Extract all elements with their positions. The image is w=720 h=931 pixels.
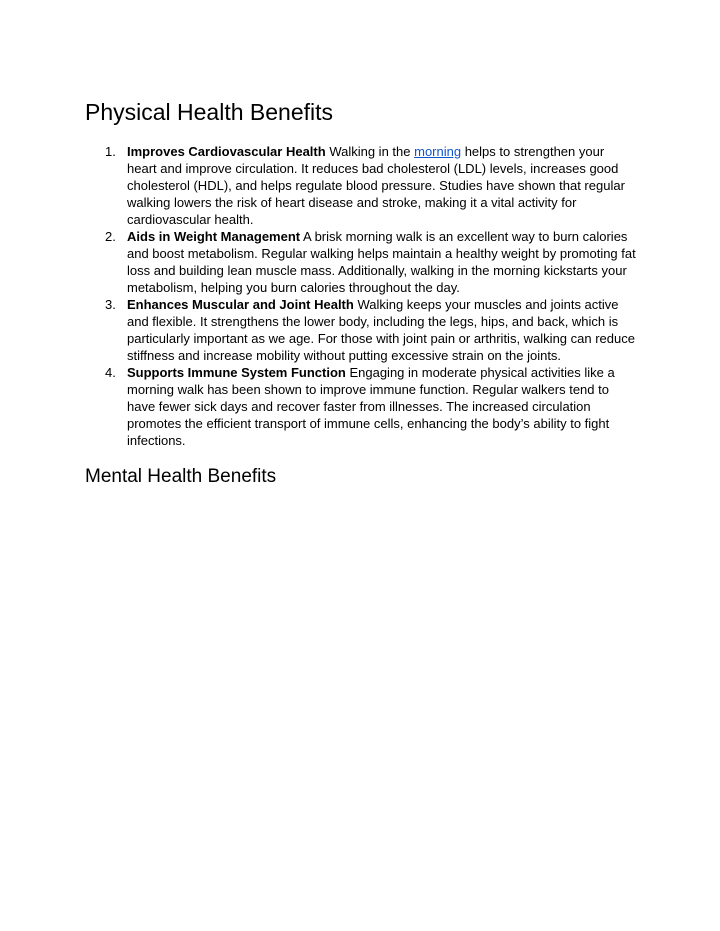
list-item (105, 296, 637, 364)
item-text: Walking keeps your muscles and joints active and flexible. It strengthens the lower body, including the legs, hips, and back, which is particularly important as we age. For those with joint pain or arthritis, walking can reduce stiffness and increase mobility without putting excessive strain on the joints. (127, 297, 635, 363)
item-title: Aids in Weight Management (127, 229, 301, 244)
item-text: helps to strengthen your heart and improve circulation. It reduces bad cholesterol (LDL) levels, increases good cholesterol (HDL), and helps regulate blood pressure. Studies have shown that regular walking lowers the risk of heart disease and stroke, making it a vital activity for cardiovascular health. (127, 144, 625, 227)
item-title: Improves Cardiovascular Health (127, 144, 326, 159)
list-item (105, 143, 637, 228)
benefits-list (85, 143, 637, 449)
morning-link[interactable]: morning (414, 144, 462, 159)
list-number: 3. (105, 297, 116, 312)
list-number: 1. (105, 144, 116, 159)
item-text: A brisk morning walk is an excellent way to burn calories and boost metabolism. Regular walking helps maintain a healthy weight by promoting fat loss and building lean muscle mass. Additionally, walking in the morning kickstarts your metabolism, helping you burn calories throughout the day. (127, 229, 636, 295)
list-number: 4. (105, 365, 116, 380)
item-text: Walking in the (325, 144, 415, 159)
item-text: Engaging in moderate physical activities like a morning walk has been shown to improve immune function. Regular walkers tend to have fewer sick days and recover faster from illnesses. The increased circulation promotes the efficient transport of immune cells, enhancing the body’s ability to fight infections. (127, 365, 615, 448)
section-heading-mental: Mental Health Benefits (85, 466, 277, 487)
list-item (105, 228, 637, 296)
list-number: 2. (105, 229, 116, 244)
list-item (105, 364, 637, 449)
item-title: Supports Immune System Function (127, 365, 346, 380)
section-heading-physical: Physical Health Benefits (85, 99, 334, 125)
item-title: Enhances Muscular and Joint Health (127, 297, 354, 312)
